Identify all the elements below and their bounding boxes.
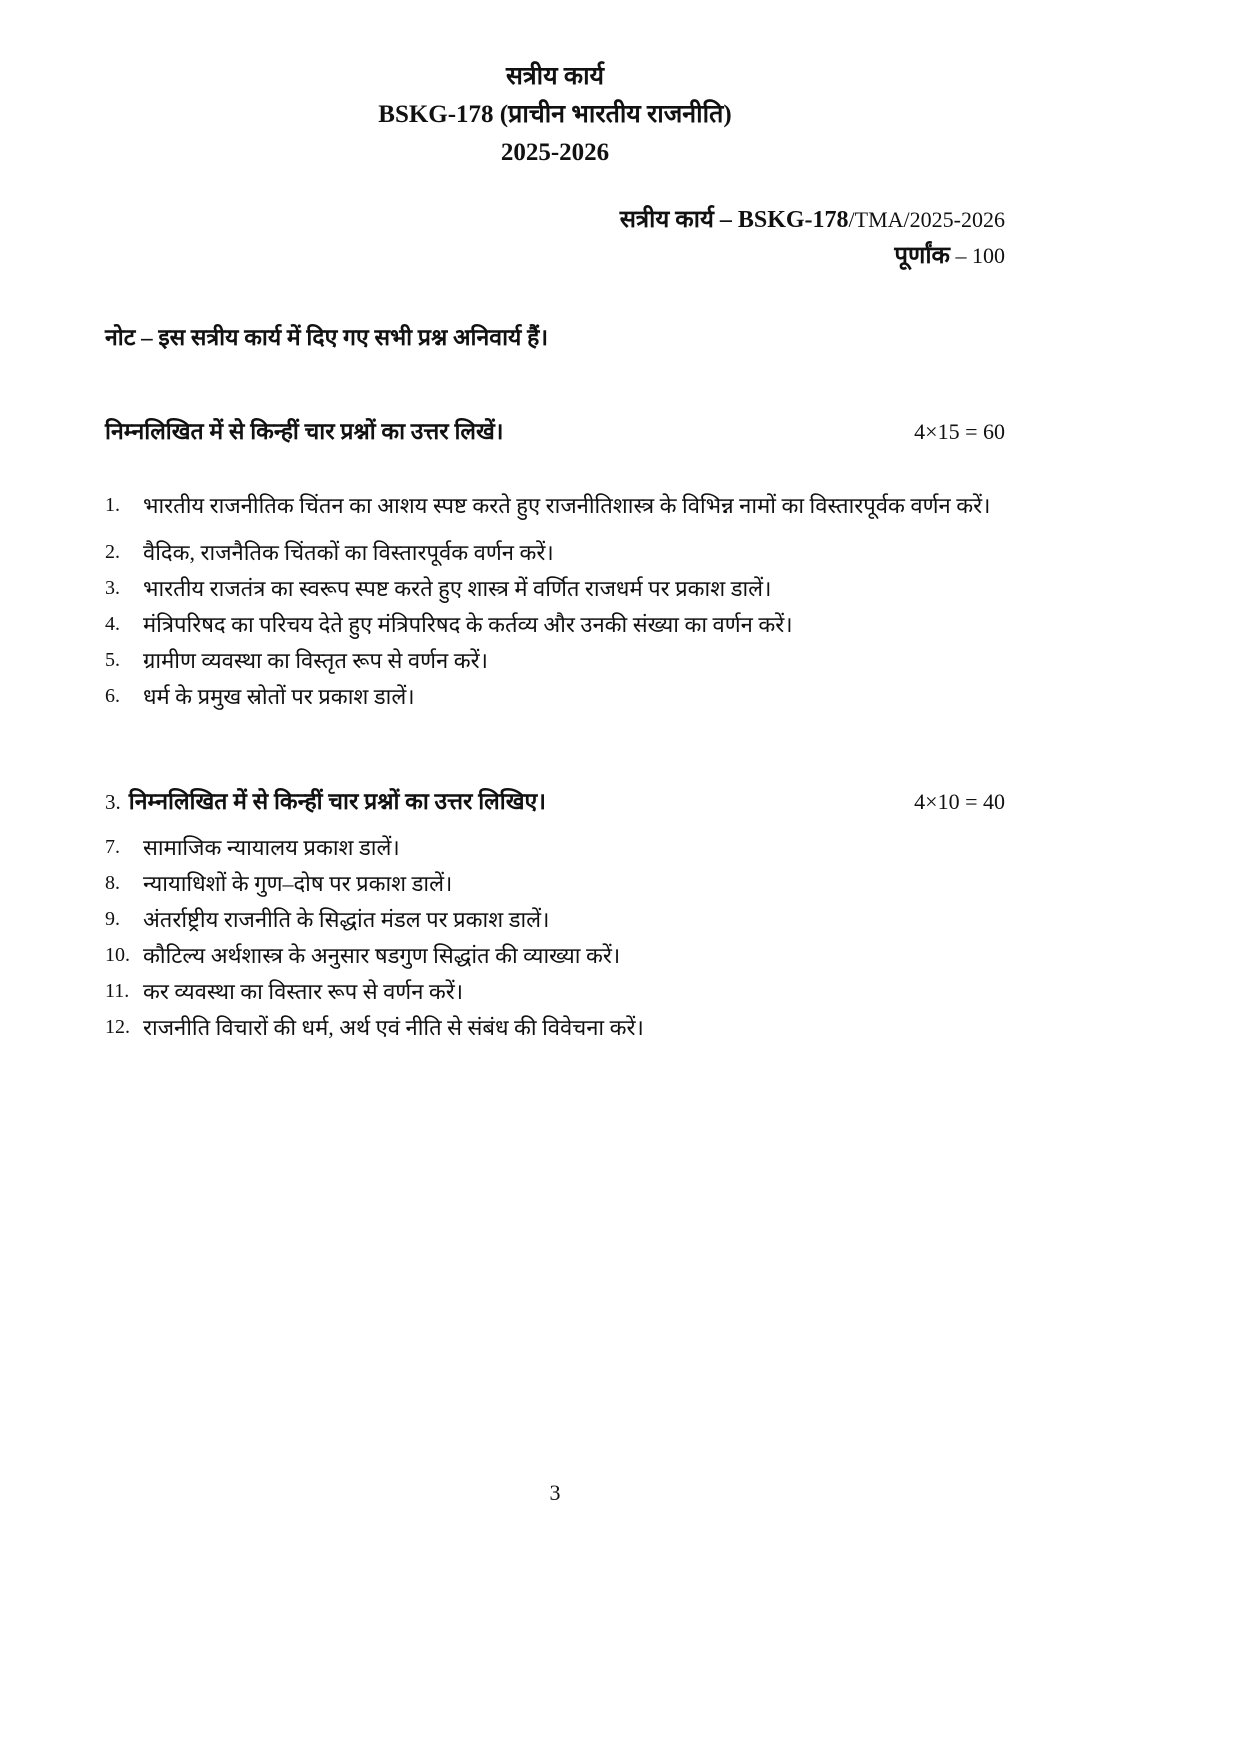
question-row [105,681,1005,712]
note-line: नोट – इस सत्रीय कार्य में दिए गए सभी प्रश्न अनिवार्य हैं। [105,325,549,350]
question-number: 11. [105,980,130,1002]
section-1-header [105,414,1005,446]
max-marks-line [105,238,1005,274]
question-number: 3. [105,577,120,599]
question-row [105,573,1005,604]
question-number: 9. [105,908,120,930]
section-2-question-list [105,832,1005,1043]
page-title: सत्रीय कार्य [505,63,605,90]
question-number: 5. [105,649,120,671]
max-marks-label: पूर्णांक [894,243,950,269]
question-text: सामाजिक न्यायालय प्रकाश डालें। [143,835,400,860]
question-row [105,868,1005,899]
question-text: राजनीति विचारों की धर्म, अर्थ एवं नीति से संबंध की विवेचना करें। [143,1015,644,1040]
question-row [105,976,1005,1007]
question-row [105,940,1005,971]
section-2-heading: निम्नलिखित में से किन्हीं चार प्रश्नों का उत्तर लिखिए। [128,789,546,814]
question-text: कौटिल्य अर्थशास्त्र के अनुसार षडगुण सिद्धांत की व्याख्या करें। [143,943,621,968]
question-number: 8. [105,872,120,894]
question-text: वैदिक, राजनैतिक चिंतकों का विस्तारपूर्वक वर्णन करें। [143,540,554,565]
section-1-heading: निम्नलिखित में से किन्हीं चार प्रश्नों का उत्तर लिखें। [105,419,504,444]
question-row [105,645,1005,676]
question-row [105,904,1005,935]
question-text: मंत्रिपरिषद का परिचय देते हुए मंत्रिपरिषद के कर्तव्य और उनकी संख्या का वर्णन करें। [143,612,793,637]
question-text: भारतीय राजतंत्र का स्वरूप स्पष्ट करते हुए शास्त्र में वर्णित राजधर्म पर प्रकाश डालें। [143,576,772,601]
section-2-prefix: 3. [105,790,121,814]
question-row [105,1012,1005,1043]
question-row [105,609,1005,640]
document-header [105,58,1005,172]
max-marks-value: – 100 [950,243,1005,268]
question-number: 6. [105,685,120,707]
question-number: 1. [105,494,120,516]
section-2-header [105,784,1005,816]
question-number: 4. [105,613,120,635]
question-text: ग्रामीण व्यवस्था का विस्तृत रूप से वर्णन करें। [143,648,488,673]
assignment-meta [105,202,1005,274]
question-text: भारतीय राजनीतिक चिंतन का आशय स्पष्ट करते हुए राजनीतिशास्त्र के विभिन्न नामों का विस्तारपूर्वक वर्णन करें। [143,493,991,518]
section-2-heading-wrap [105,784,546,816]
question-number: 12. [105,1016,130,1038]
session-year: 2025-2026 [500,139,610,166]
question-row [105,832,1005,863]
section-2-marks: 4×10 = 40 [914,789,1005,814]
question-text: न्यायाधिशों के गुण–दोष पर प्रकाश डालें। [143,871,453,896]
question-number: 10. [105,944,130,966]
question-text: धर्म के प्रमुख स्रोतों पर प्रकाश डालें। [143,684,415,709]
assignment-code-line [105,202,1005,238]
question-text: कर व्यवस्था का विस्तार रूप से वर्णन करें। [143,979,464,1004]
question-row [105,537,1005,568]
page-number: 3 [549,1480,561,1505]
question-text: अंतर्राष्ट्रीय राजनीति के सिद्धांत मंडल पर प्रकाश डालें। [143,907,550,932]
section-1-marks: 4×15 = 60 [914,419,1005,444]
assignment-code-bold: सत्रीय कार्य – BSKG-178 [619,207,849,233]
assignment-code-rest: /TMA/2025-2026 [848,207,1005,232]
question-row [105,490,1005,521]
question-number: 2. [105,541,120,563]
question-number: 7. [105,836,120,858]
course-code-line: BSKG-178 (प्राचीन भारतीय राजनीति) [378,101,732,128]
section-1-question-list [105,490,1005,712]
